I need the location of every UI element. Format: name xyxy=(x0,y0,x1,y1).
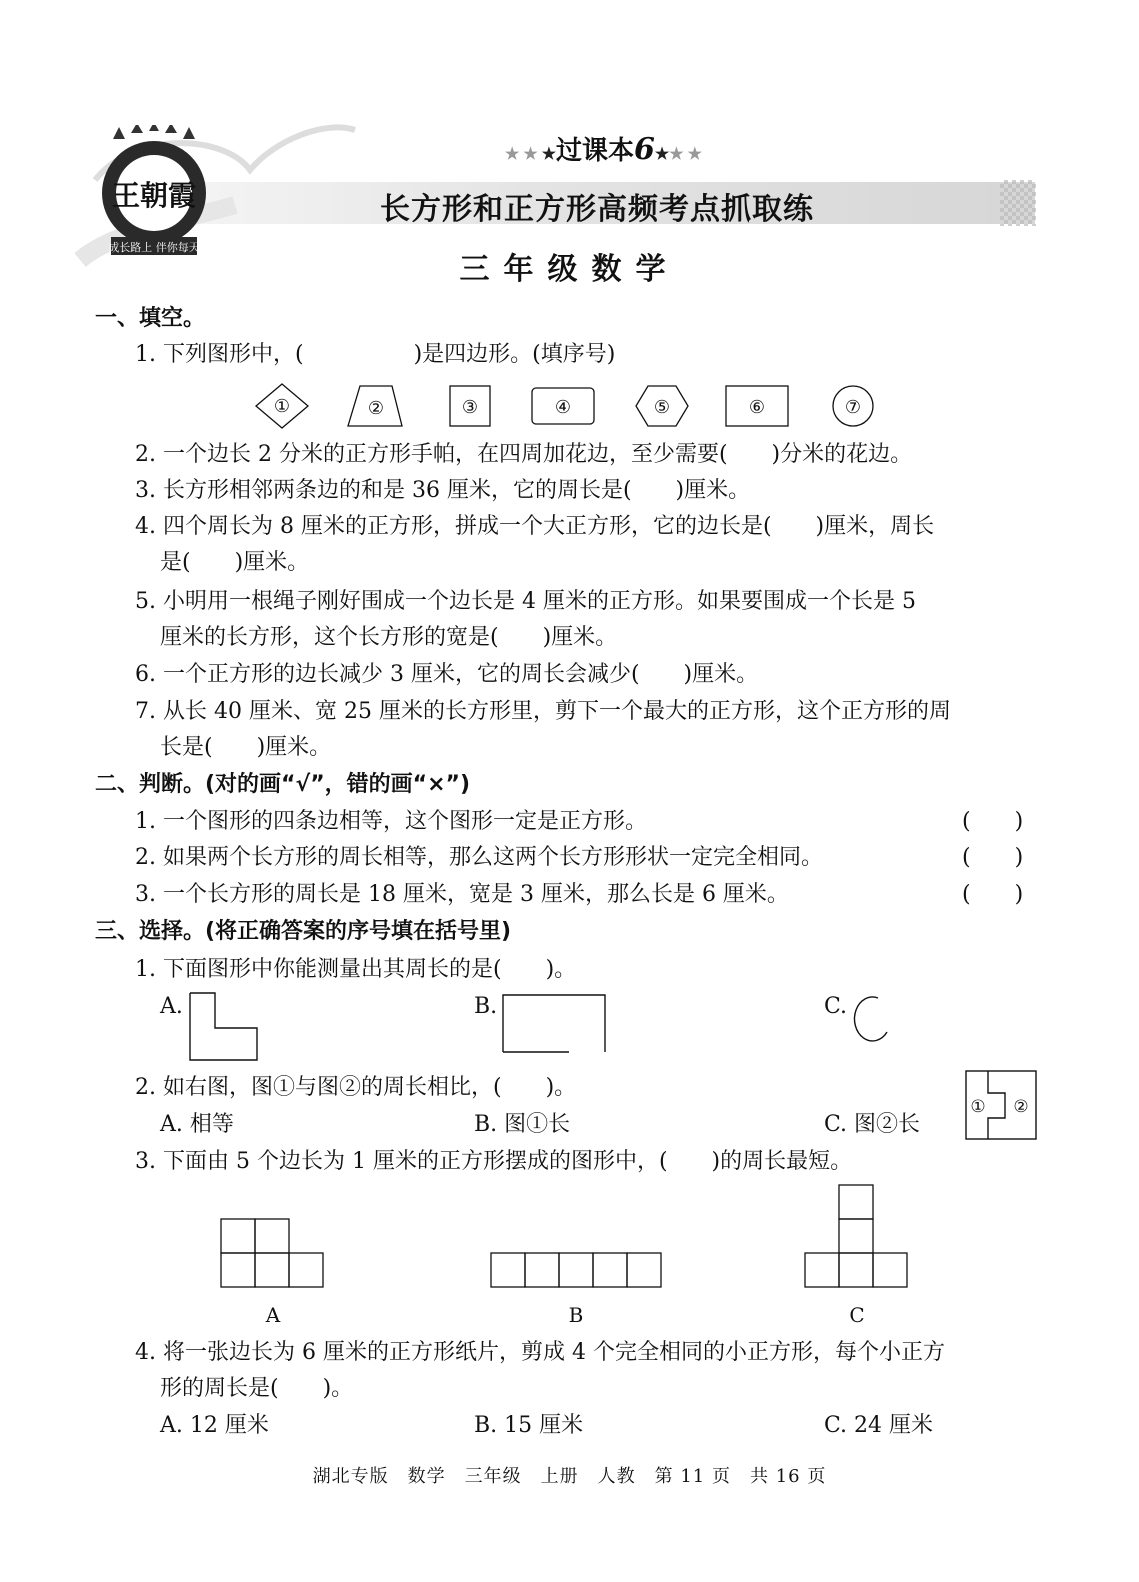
section-choice-heading: 三、选择。(将正确答案的序号填在括号里) xyxy=(95,919,512,944)
banner-checker-decoration xyxy=(1000,180,1036,226)
option-b: B. 15 厘米 xyxy=(474,1413,584,1438)
option-c: C. 图②长 xyxy=(824,1112,921,1137)
question-1-7: 7. 从长 40 厘米、宽 25 厘米的长方形里，剪下一个最大的正方形，这个正方形的周 xyxy=(135,699,951,724)
judge-item-1: 1. 一个图形的四条边相等，这个图形一定是正方形。 xyxy=(135,809,647,834)
page-footer: 湖北专版 数学 三年级 上册 人教 第 11 页 共 16 页 xyxy=(312,1466,827,1487)
question-1-4-cont: 是( )厘米。 xyxy=(160,550,310,575)
option-label: B. xyxy=(474,994,498,1019)
shape-label: ④ xyxy=(554,397,572,418)
option-a: A. 12 厘米 xyxy=(160,1413,269,1438)
option-a: A. 相等 xyxy=(160,1112,234,1137)
figure-label: ② xyxy=(1013,1097,1029,1117)
shape-label: ① xyxy=(273,396,291,417)
shape-label: ⑦ xyxy=(844,397,862,418)
option-b: B. 图①长 xyxy=(474,1112,571,1137)
choice-question-1: 1. 下面图形中你能测量出其周长的是( )。 xyxy=(135,957,577,982)
quadrilateral-shapes-figure xyxy=(250,378,890,438)
choice-question-4-cont: 形的周长是( )。 xyxy=(160,1376,354,1401)
shape-label: ③ xyxy=(461,397,479,418)
page-title: 长方形和正方形高频考点抓取练 xyxy=(380,192,814,227)
option-c: C. 24 厘米 xyxy=(824,1413,934,1438)
answer-blank[interactable]: ( ) xyxy=(962,882,1024,907)
course-label: ★★★过课本6★★★ xyxy=(505,132,706,167)
judge-item-3: 3. 一个长方形的周长是 18 厘米，宽是 3 厘米，那么长是 6 厘米。 xyxy=(135,882,789,907)
section-judge-heading: 二、判断。(对的画“√”，错的画“×”) xyxy=(95,772,471,797)
choice-question-2: 2. 如右图，图①与图②的周长相比，( )。 xyxy=(135,1075,577,1100)
shape-label: ⑤ xyxy=(653,397,671,418)
question-1-5: 5. 小明用一根绳子刚好围成一个边长是 4 厘米的正方形。如果要围成一个长是 5 xyxy=(135,589,916,614)
five-squares-figures xyxy=(215,1180,915,1330)
subject-heading: 三年级数学 xyxy=(459,252,680,287)
answer-blank[interactable]: ( ) xyxy=(962,809,1024,834)
question-1-6: 6. 一个正方形的边长减少 3 厘米，它的周长会减少( )厘米。 xyxy=(135,662,759,687)
svg-text:王朝霞: 王朝霞 xyxy=(111,179,197,212)
question-1-3: 3. 长方形相邻两条边的和是 36 厘米，它的周长是( )厘米。 xyxy=(135,478,751,503)
section-fill-blank-heading: 一、填空。 xyxy=(95,306,206,331)
answer-blank[interactable]: ( ) xyxy=(962,845,1024,870)
question-1-2: 2. 一个边长 2 分米的正方形手帕，在四周加花边，至少需要( )分米的花边。 xyxy=(135,442,913,467)
choice-question-4: 4. 将一张边长为 6 厘米的正方形纸片，剪成 4 个完全相同的小正方形，每个小正方 xyxy=(135,1340,945,1365)
judge-item-2: 2. 如果两个长方形的周长相等，那么这两个长方形形状一定完全相同。 xyxy=(135,845,823,870)
option-label: A. xyxy=(160,994,183,1019)
svg-text:成长路上 伴你每天: 成长路上 伴你每天 xyxy=(108,241,200,254)
figure-label-b: B xyxy=(568,1303,584,1327)
shape-label: ⑥ xyxy=(748,397,766,418)
figure-label: ① xyxy=(970,1097,986,1117)
choice-question-3: 3. 下面由 5 个边长为 1 厘米的正方形摆成的图形中，( )的周长最短。 xyxy=(135,1149,853,1174)
shape-label: ② xyxy=(367,398,385,419)
question-1-1: 1. 下列图形中，( )是四边形。(填序号) xyxy=(135,342,616,367)
question-1-4: 4. 四个周长为 8 厘米的正方形，拼成一个大正方形，它的边长是( )厘米，周长 xyxy=(135,514,935,539)
figure-label-c: C xyxy=(849,1303,865,1327)
figure-label-a: A xyxy=(265,1303,281,1327)
question-1-5-cont: 厘米的长方形，这个长方形的宽是( )厘米。 xyxy=(160,625,618,650)
perimeter-options-figure xyxy=(185,990,905,1065)
question-1-7-cont: 长是( )厘米。 xyxy=(160,735,332,760)
compare-figure xyxy=(963,1068,1039,1142)
option-label: C. xyxy=(824,994,848,1019)
